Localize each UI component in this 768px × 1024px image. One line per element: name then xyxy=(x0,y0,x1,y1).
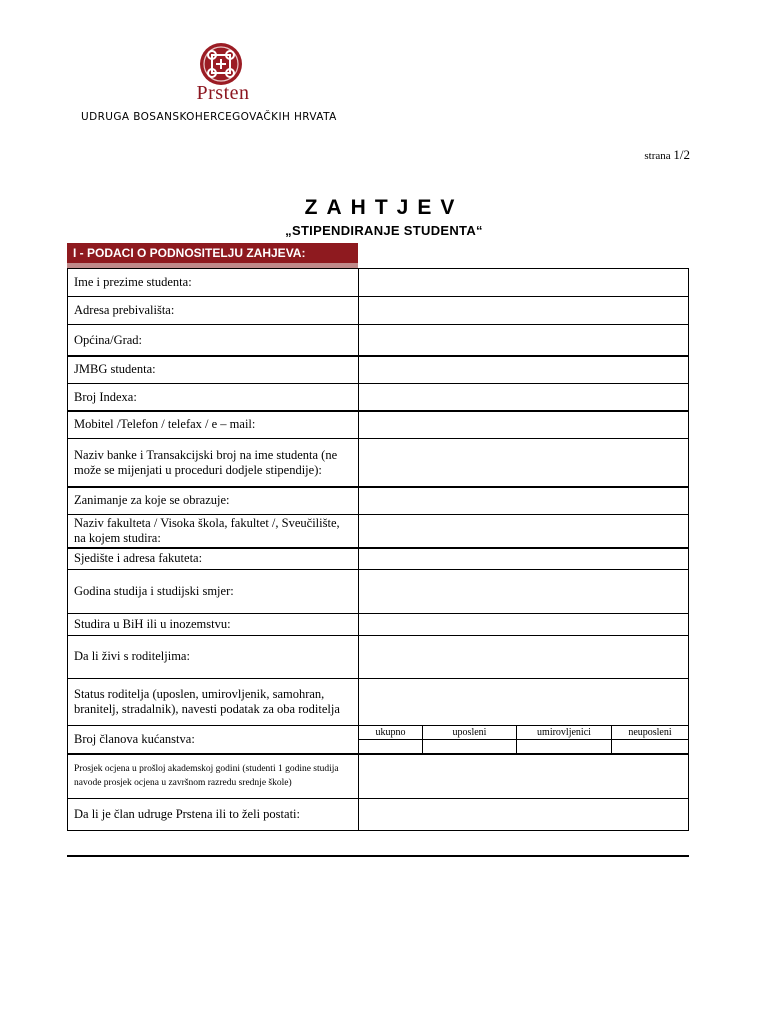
form-row xyxy=(67,798,689,831)
organization-name: UDRUGA BOSANSKOHERCEGOVAČKIH HRVATA xyxy=(81,111,337,123)
footer-divider xyxy=(67,855,689,857)
form-row xyxy=(67,355,689,384)
field-label: Studira u BiH ili u inozemstvu: xyxy=(68,614,359,636)
field-input[interactable] xyxy=(359,297,688,325)
field-input[interactable] xyxy=(359,515,688,548)
field-label: Mobitel /Telefon / telefax / e – mail: xyxy=(68,411,359,438)
field-input[interactable] xyxy=(359,799,688,830)
field-label: Naziv fakulteta / Visoka škola, fakultet /, Sveučilište, na kojem studira: xyxy=(68,515,359,548)
household-employed-input[interactable] xyxy=(423,740,517,754)
form-row xyxy=(67,547,689,570)
form-row xyxy=(67,569,689,615)
household-total-input[interactable] xyxy=(359,740,423,754)
field-label: Da li živi s roditeljima: xyxy=(68,636,359,679)
household-grid xyxy=(359,726,688,754)
field-input[interactable] xyxy=(359,636,688,679)
field-input[interactable] xyxy=(359,325,688,356)
form-row xyxy=(67,725,689,755)
form-row xyxy=(67,324,689,357)
household-header-unemployed: neuposleni xyxy=(612,726,688,740)
form-row xyxy=(67,678,689,727)
field-label: JMBG studenta: xyxy=(68,356,359,383)
section-title: I - PODACI O PODNOSITELJU ZAHJEVA: xyxy=(73,246,306,260)
field-input[interactable] xyxy=(359,411,688,438)
field-input[interactable] xyxy=(359,384,688,411)
field-input[interactable] xyxy=(359,487,688,514)
household-header-retired: umirovljenici xyxy=(517,726,612,740)
form-row xyxy=(67,635,689,680)
field-input[interactable] xyxy=(359,570,688,614)
field-input[interactable] xyxy=(359,614,688,636)
logo-wordmark: Prsten xyxy=(196,82,250,104)
form-row xyxy=(67,268,689,297)
prsten-logo xyxy=(188,42,268,110)
form-row xyxy=(67,514,689,549)
household-header-total: ukupno xyxy=(359,726,423,740)
field-label: Ime i prezime studenta: xyxy=(68,269,359,296)
field-input[interactable] xyxy=(359,679,688,726)
field-input[interactable] xyxy=(359,439,688,487)
field-label: Općina/Grad: xyxy=(68,325,359,356)
form-row xyxy=(67,410,689,439)
field-label: Prosjek ocjena u prošloj akademskoj godini (studenti 1 godine studija navode prosjek ocjena u završnom razredu srednje škole) xyxy=(68,754,359,798)
field-label: Godina studija i studijski smjer: xyxy=(68,570,359,614)
field-label: Zanimanje za koje se obrazuje: xyxy=(68,487,359,514)
field-input[interactable] xyxy=(359,269,688,296)
field-label: Adresa prebivališta: xyxy=(68,297,359,325)
field-label: Naziv banke i Transakcijski broj na ime studenta (ne može se mijenjati u proceduri dodjele stipendije): xyxy=(68,439,359,487)
form-row xyxy=(67,753,689,799)
field-input[interactable] xyxy=(359,754,688,798)
page-prefix: strana xyxy=(644,150,671,162)
form-row xyxy=(67,613,689,637)
page-number: 1/2 xyxy=(673,147,690,162)
form-row xyxy=(67,296,689,326)
section-header xyxy=(67,243,358,268)
document-title: ZAHTJEV xyxy=(304,196,464,219)
field-label: Broj Indexa: xyxy=(68,384,359,411)
field-label: Sjedište i adresa fakuteta: xyxy=(68,548,359,569)
field-label: Status roditelja (uposlen, umirovljenik, samohran, branitelj, stradalnik), navesti podatak za oba roditelja xyxy=(68,679,359,726)
document-subtitle: „STIPENDIRANJE STUDENTA“ xyxy=(285,223,483,238)
form-row xyxy=(67,486,689,515)
household-unemployed-input[interactable] xyxy=(612,740,688,754)
field-input[interactable] xyxy=(359,356,688,383)
household-retired-input[interactable] xyxy=(517,740,612,754)
form-row xyxy=(67,383,689,412)
page-indicator xyxy=(644,147,690,163)
field-label: Broj članova kućanstva: xyxy=(68,726,359,754)
form-row xyxy=(67,438,689,488)
household-header-employed: uposleni xyxy=(423,726,517,740)
field-input[interactable] xyxy=(359,548,688,569)
field-label: Da li je član udruge Prstena ili to želi postati: xyxy=(68,799,359,830)
knot-emblem-icon xyxy=(199,42,243,86)
